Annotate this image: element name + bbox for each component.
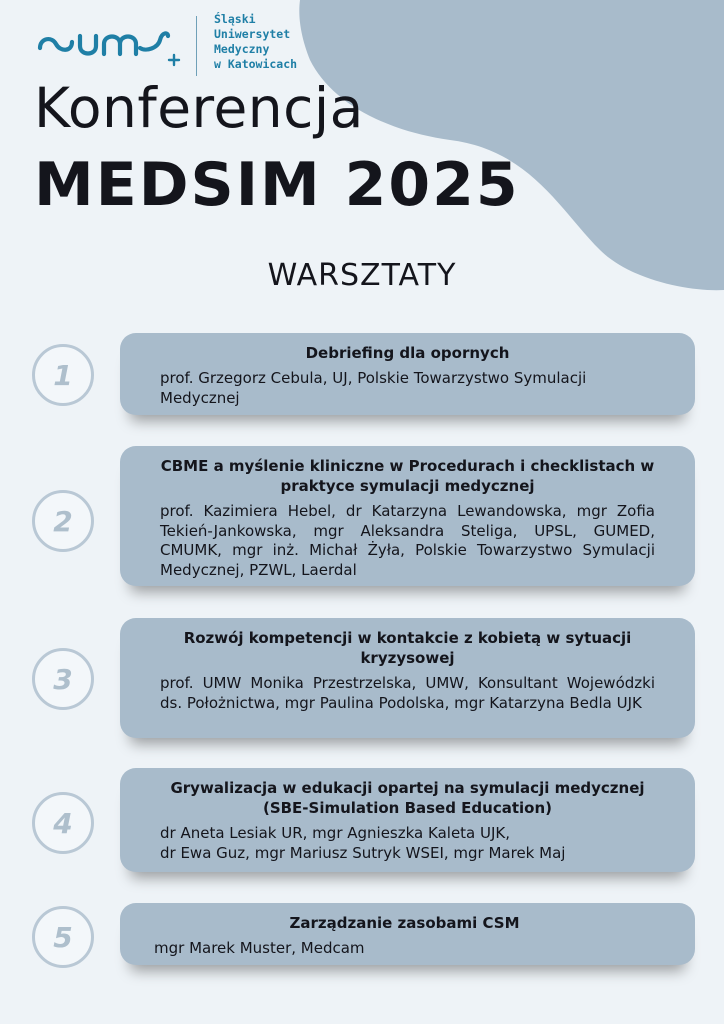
- university-name-line: Uniwersytet: [214, 27, 291, 41]
- workshop-card: [120, 446, 695, 586]
- section-heading: WARSZTATY: [267, 258, 457, 293]
- workshop-speakers: mgr Marek Muster, Medcam: [154, 939, 365, 957]
- workshop-speakers: prof. Grzegorz Cebula, UJ, Polskie Towarzystwo Symulacji Medycznej: [160, 369, 587, 407]
- workshop-number-badge: 1: [32, 344, 94, 406]
- logo-divider: [196, 16, 197, 76]
- workshop-speakers-line: dr Ewa Guz, mgr Mariusz Sutryk WSEI, mgr Marek Maj: [160, 843, 566, 862]
- workshop-card: [120, 333, 695, 415]
- workshop-number-badge: 3: [32, 648, 94, 710]
- workshop-speakers: prof. UMW Monika Przestrzelska, UMW, Konsultant Wojewódzki ds. Położnictwa, mgr Paulina Podolska, mgr Katarzyna Bedla UJK: [160, 674, 655, 712]
- workshop-number-badge: 4: [32, 792, 94, 854]
- workshop-number-badge: 2: [32, 490, 94, 552]
- workshop-card: [120, 618, 695, 738]
- workshop-title: Zarządzanie zasobami CSM: [289, 914, 520, 932]
- workshop-card: [120, 903, 695, 965]
- university-name-line: Medyczny: [214, 42, 270, 56]
- university-name: [214, 12, 344, 72]
- workshop-card: [120, 768, 695, 872]
- sum-logo-icon: [36, 22, 186, 68]
- workshop-number-badge: 5: [32, 906, 94, 968]
- conference-title: Konferencja: [34, 76, 364, 140]
- university-name-line: Śląski: [214, 12, 256, 26]
- workshop-title: Grywalizacja w edukacji opartej na symulacji medycznej (SBE-Simulation Based Education): [170, 779, 645, 817]
- workshop-title: Debriefing dla opornych: [305, 344, 510, 362]
- workshop-speakers-line: dr Aneta Lesiak UR, mgr Agnieszka Kaleta UJK,: [160, 824, 511, 842]
- workshop-title: Rozwój kompetencji w kontakcie z kobietą w sytuacji kryzysowej: [183, 629, 632, 667]
- conference-name: MEDSIM 2025: [34, 150, 520, 220]
- workshop-speakers: [160, 824, 655, 863]
- workshop-speakers: prof. Kazimiera Hebel, dr Katarzyna Lewandowska, mgr Zofia Tekień-Jankowska, mgr Aleksandra Steliga, UPSL, GUMED, CMUMK, mgr inż. Michał Żyła, Polskie Towarzystwo Symulacji Medycznej, PZWL, Laerdal: [160, 502, 655, 579]
- workshop-title: CBME a myślenie kliniczne w Procedurach i checklistach w praktyce symulacji medycznej: [160, 457, 655, 495]
- university-name-line: w Katowicach: [214, 57, 298, 71]
